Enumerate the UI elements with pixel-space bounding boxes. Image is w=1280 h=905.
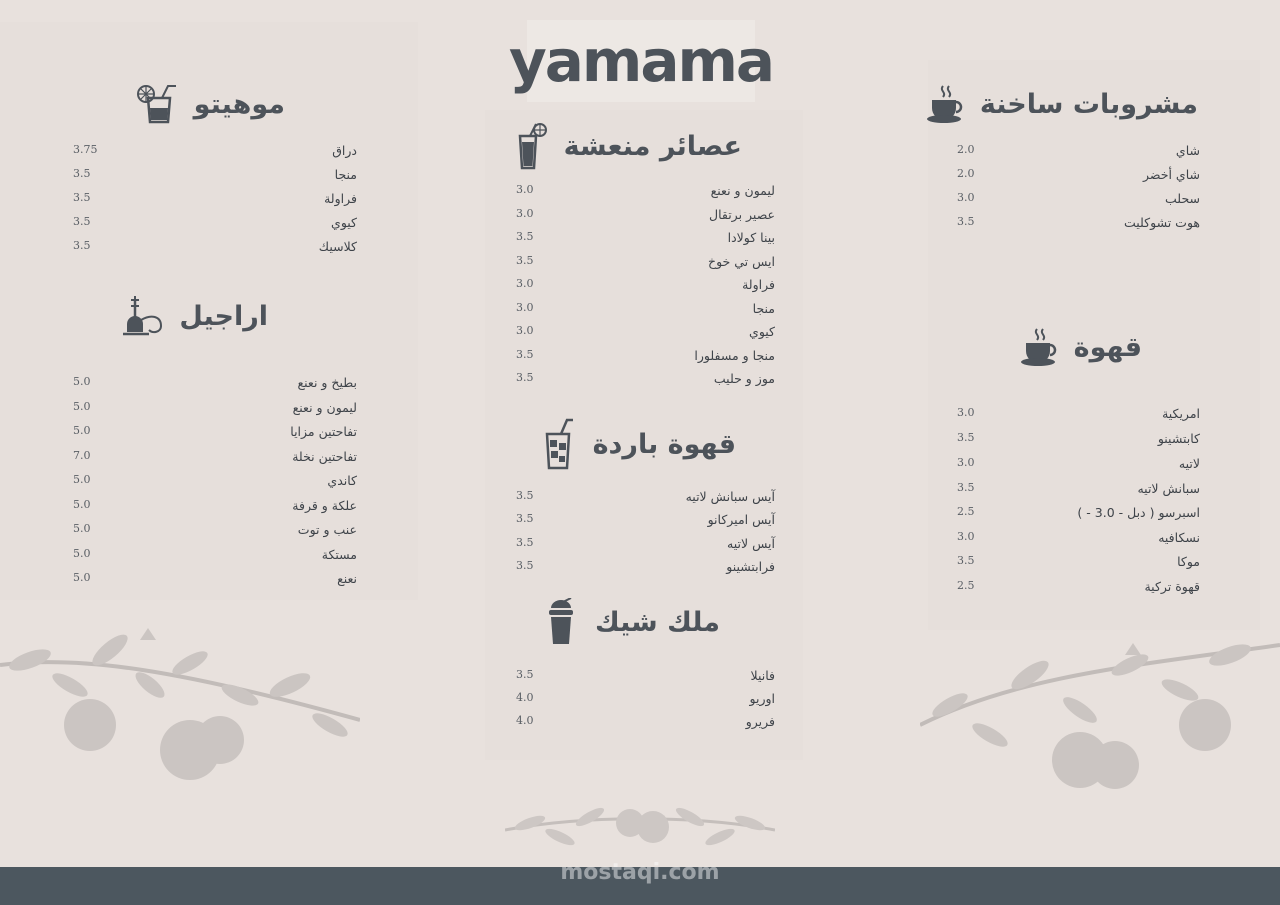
- hookah-icon: [121, 294, 165, 338]
- menu-item: [516, 348, 775, 368]
- menu-item: [516, 371, 775, 391]
- section-hookah-items: [73, 375, 357, 595]
- menu-item: [516, 489, 775, 509]
- item-name: مستكة: [321, 547, 357, 562]
- item-price: 3.0: [957, 191, 975, 204]
- item-price: 3.0: [516, 301, 534, 314]
- section-hot-header: [926, 82, 1198, 126]
- item-name: تفاحتين نخلة: [292, 449, 357, 464]
- menu-item: [516, 183, 775, 203]
- item-price: 5.0: [73, 498, 91, 511]
- section-hot-title: مشروبات ساخنة: [979, 88, 1198, 120]
- menu-item: [957, 167, 1200, 187]
- item-price: 3.0: [957, 530, 975, 543]
- menu-item: [73, 375, 357, 395]
- menu-item: [516, 536, 775, 556]
- pomegranate-branch-right: [920, 635, 1280, 805]
- item-price: 3.5: [516, 536, 534, 549]
- menu-item: [516, 668, 775, 688]
- item-price: 5.0: [73, 400, 91, 413]
- item-name: منجا: [334, 167, 357, 182]
- item-name: ايس تي خوخ: [708, 254, 775, 269]
- menu-item: [516, 559, 775, 579]
- menu-item: [73, 167, 357, 187]
- item-price: 3.0: [516, 324, 534, 337]
- menu-item: [516, 277, 775, 297]
- item-name: كابتشينو: [1157, 431, 1200, 446]
- section-juices-title: عصائر منعشة: [563, 130, 742, 162]
- item-name: فراولة: [324, 191, 357, 206]
- item-price: 3.5: [73, 167, 91, 180]
- item-price: 2.0: [957, 143, 975, 156]
- item-name: عصير برتقال: [708, 207, 775, 222]
- menu-item: [73, 571, 357, 591]
- menu-item: [957, 554, 1200, 574]
- menu-item: [73, 547, 357, 567]
- item-price: 3.5: [957, 481, 975, 494]
- menu-item: [516, 512, 775, 532]
- item-price: 3.0: [516, 207, 534, 220]
- item-price: 2.5: [957, 505, 975, 518]
- watermark: mostaqi.com: [560, 860, 720, 885]
- item-price: 3.5: [957, 215, 975, 228]
- item-price: 4.0: [516, 714, 534, 727]
- mojito-glass-icon: [136, 82, 180, 126]
- menu-item: [957, 456, 1200, 476]
- item-name: سحلب: [1165, 191, 1200, 206]
- item-price: 3.5: [516, 559, 534, 572]
- menu-item: [957, 530, 1200, 550]
- menu-item: [957, 215, 1200, 235]
- item-price: 3.5: [73, 215, 91, 228]
- section-coffee-title: قهوة: [1073, 331, 1142, 363]
- item-price: 3.0: [957, 406, 975, 419]
- item-price: 3.5: [516, 512, 534, 525]
- section-hookah-title: اراجيل: [179, 300, 268, 332]
- menu-item: [516, 714, 775, 734]
- coffee-cup-icon: [926, 82, 966, 126]
- menu-item: [73, 400, 357, 420]
- item-price: 3.5: [516, 489, 534, 502]
- item-price: 3.5: [516, 668, 534, 681]
- item-name: آيس لاتيه: [727, 536, 775, 551]
- section-iced-items: [516, 489, 775, 579]
- item-name: فراولة: [742, 277, 775, 292]
- item-name: فانيلا: [750, 668, 775, 683]
- item-price: 3.0: [516, 183, 534, 196]
- coffee-cup-icon: [1020, 325, 1060, 369]
- section-milkshake-title: ملك شيك: [595, 606, 720, 638]
- brand-logo: [508, 20, 774, 102]
- item-price: 3.75: [73, 143, 98, 156]
- menu-item: [516, 301, 775, 321]
- item-name: منجا و مسفلورا: [694, 348, 775, 363]
- item-name: شاي أخضر: [1143, 167, 1200, 182]
- menu-item: [957, 191, 1200, 211]
- item-name: امريكية: [1162, 406, 1200, 421]
- item-price: 3.0: [957, 456, 975, 469]
- menu-item: [516, 324, 775, 344]
- item-name: علكة و قرفة: [292, 498, 357, 513]
- item-name: هوت تشوكليت: [1123, 215, 1200, 230]
- item-price: 3.5: [73, 239, 91, 252]
- milkshake-icon: [541, 598, 581, 646]
- item-price: 3.5: [73, 191, 91, 204]
- pomegranate-branch-left: [0, 625, 360, 785]
- item-price: 5.0: [73, 473, 91, 486]
- menu-item: [73, 498, 357, 518]
- item-name: عنب و توت: [297, 522, 357, 537]
- menu-item: [957, 406, 1200, 426]
- item-price: 3.0: [516, 277, 534, 290]
- item-name: شاي: [1175, 143, 1200, 158]
- item-price: 2.5: [957, 579, 975, 592]
- section-hookah-header: [121, 294, 268, 338]
- menu-item: [73, 239, 357, 259]
- menu-item: [516, 691, 775, 711]
- item-price: 5.0: [73, 424, 91, 437]
- item-price: 7.0: [73, 449, 91, 462]
- section-milkshake-items: [516, 668, 775, 734]
- menu-item: [73, 473, 357, 493]
- item-price: 2.0: [957, 167, 975, 180]
- section-coffee-items: [957, 406, 1200, 602]
- menu-item: [73, 143, 357, 163]
- section-milkshake-header: [541, 598, 720, 646]
- item-price: 5.0: [73, 522, 91, 535]
- item-name: بطيخ و نعنع: [297, 375, 357, 390]
- item-name: تفاحتين مزايا: [290, 424, 357, 439]
- menu-item: [516, 230, 775, 250]
- item-price: 3.5: [957, 431, 975, 444]
- menu-item: [516, 207, 775, 227]
- menu-item: [957, 143, 1200, 163]
- menu-item: [73, 191, 357, 211]
- menu-item: [957, 481, 1200, 501]
- item-price: 3.5: [957, 554, 975, 567]
- pomegranate-branch-bottom: [505, 795, 775, 870]
- item-name: كيوي: [749, 324, 775, 339]
- item-price: 5.0: [73, 571, 91, 584]
- section-mojito-header: [136, 82, 285, 126]
- item-name: نعنع: [337, 571, 357, 586]
- menu-item: [73, 449, 357, 469]
- item-name: فرابتشينو: [726, 559, 775, 574]
- item-price: 3.5: [516, 348, 534, 361]
- item-name: دراق: [332, 143, 357, 158]
- section-mojito-title: موهيتو: [193, 88, 285, 120]
- item-name: كيوي: [331, 215, 357, 230]
- section-coffee-header: [1020, 325, 1142, 369]
- brand-logo-text: yamama: [508, 27, 774, 95]
- item-name: اسبرسو ( دبل - 3.0 - ): [1077, 505, 1200, 520]
- item-name: موكا: [1177, 554, 1200, 569]
- section-juices-items: [516, 183, 775, 393]
- menu-item: [516, 254, 775, 274]
- menu-item: [957, 579, 1200, 599]
- item-price: 3.5: [516, 254, 534, 267]
- item-price: 3.5: [516, 230, 534, 243]
- item-name: بينا كولادا: [727, 230, 775, 245]
- menu-item: [73, 215, 357, 235]
- item-name: كلاسيك: [318, 239, 357, 254]
- item-name: سبانش لاتيه: [1137, 481, 1200, 496]
- item-price: 5.0: [73, 375, 91, 388]
- item-name: آيس اميركانو: [707, 512, 775, 527]
- item-name: موز و حليب: [713, 371, 775, 386]
- item-price: 5.0: [73, 547, 91, 560]
- item-name: آيس سبانش لاتيه: [685, 489, 775, 504]
- item-name: ليمون و نعنع: [710, 183, 775, 198]
- item-name: ليمون و نعنع: [292, 400, 357, 415]
- menu-item: [73, 424, 357, 444]
- item-name: كاندي: [327, 473, 357, 488]
- section-juices-header: [510, 122, 742, 170]
- item-name: لاتيه: [1178, 456, 1200, 471]
- menu-item: [957, 505, 1200, 525]
- item-name: منجا: [752, 301, 775, 316]
- item-name: نسكافيه: [1158, 530, 1200, 545]
- section-mojito-items: [73, 143, 357, 263]
- section-iced-title: قهوة باردة: [592, 428, 736, 460]
- juice-glass-icon: [510, 122, 550, 170]
- item-name: قهوة تركية: [1144, 579, 1200, 594]
- item-name: فريرو: [745, 714, 775, 729]
- item-price: 3.5: [516, 371, 534, 384]
- item-name: اوريو: [749, 691, 775, 706]
- item-price: 4.0: [516, 691, 534, 704]
- menu-item: [957, 431, 1200, 451]
- section-iced-header: [539, 418, 736, 470]
- menu-item: [73, 522, 357, 542]
- section-hot-items: [957, 143, 1200, 243]
- iced-drink-icon: [539, 418, 579, 470]
